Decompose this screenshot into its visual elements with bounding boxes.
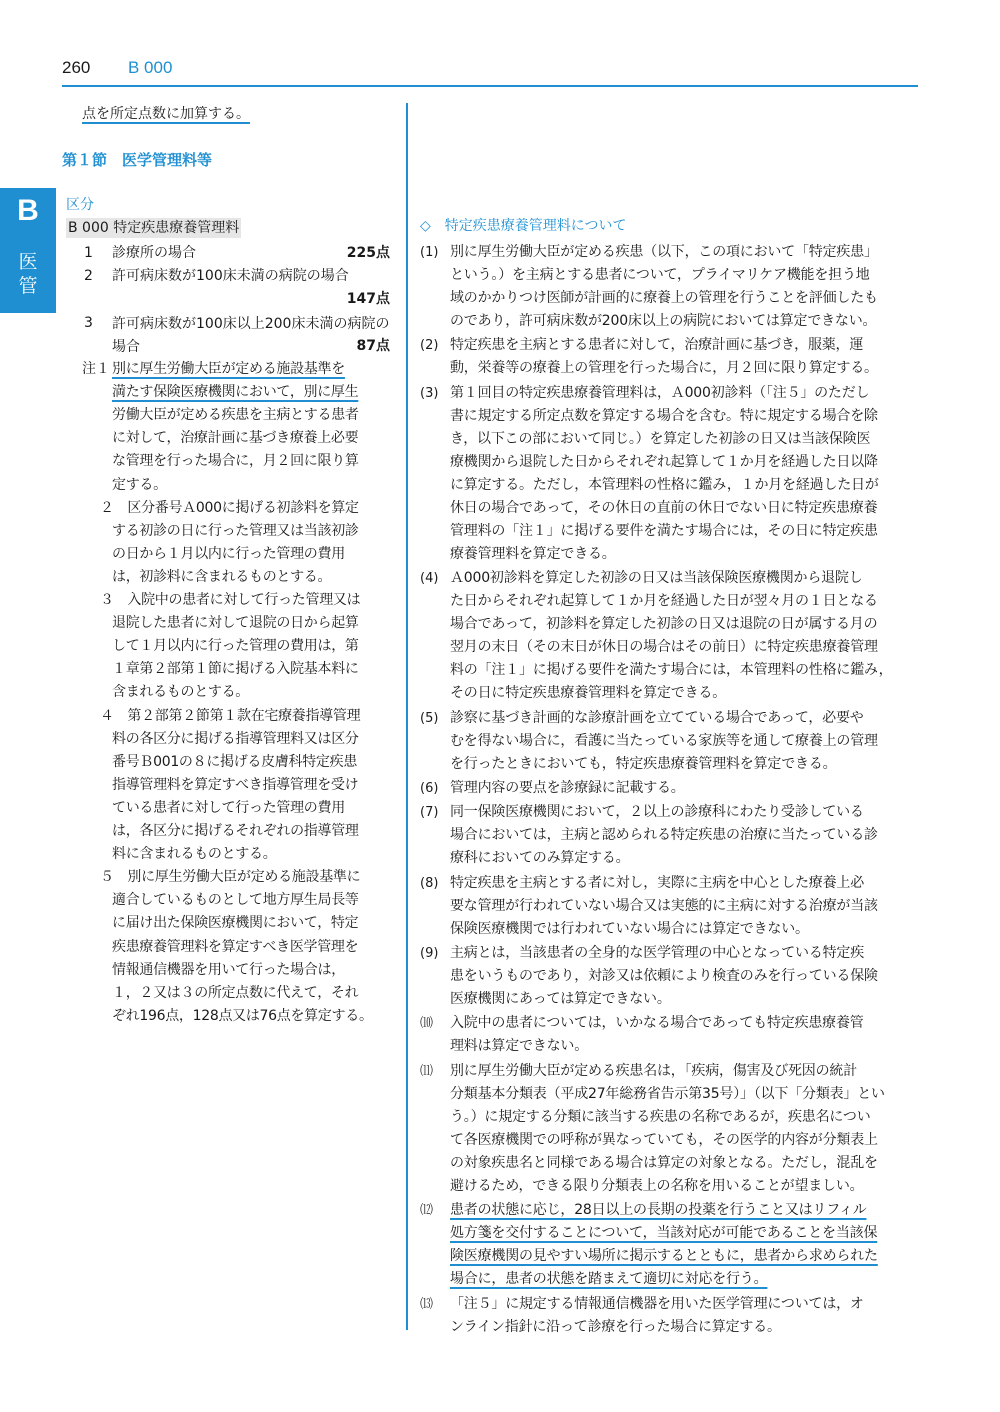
item-number: (2)	[420, 338, 439, 354]
item-line: ンライン指針に沿って診療を行った場合に算定する。	[450, 1318, 781, 1335]
note-4-line: 番号Ｂ001の８に掲げる皮膚科特定疾患	[112, 753, 358, 770]
note-4-line: ４ 第２部第２節第１款在宅療養指導管理	[100, 707, 361, 724]
item-line: 休日の場合であって，その休日の直前の休日でない日に特定疾患療養	[450, 499, 878, 516]
column-divider	[406, 103, 408, 1330]
item-line: 場合においては，主病と認められる特定疾患の治療に当たっている診	[450, 827, 878, 844]
note-3-line: して１月以内に行った管理の費用は，第	[112, 638, 359, 655]
side-tab	[0, 188, 56, 313]
item-number: (4)	[420, 571, 439, 587]
item-line: 場合であって，初診料を算定した初診の日又は退院の日が属する月の	[450, 616, 878, 633]
item-line: 管理内容の要点を診療録に記載する。	[450, 780, 685, 797]
item-number: (9)	[420, 946, 439, 961]
item-line: 域のかかりつけ医師が計画的に療養上の管理を行うことを評価したも	[450, 290, 878, 306]
note-1-line: 満たす保険医療機関において，別に厚生	[112, 384, 359, 401]
item-text	[450, 241, 920, 333]
notes-label: 注１	[82, 361, 110, 377]
item-text	[450, 1199, 920, 1291]
item-line: 翌月の末日（その末日が休日の場合はその前日）に特定疾患療養管理	[450, 639, 878, 656]
item-text	[450, 1293, 920, 1339]
item-line: 管理料の「注１」に掲げる要件を満たす場合には，その日に特定疾患	[450, 522, 878, 539]
item-line: 書に規定する所定点数を算定する場合を含む。特に規定する場合を除	[450, 407, 878, 424]
item-line: 入院中の患者については，いかなる場合であっても特定疾患療養管	[450, 1015, 864, 1032]
item-heading	[66, 218, 241, 238]
item-text	[450, 801, 920, 870]
item-number: (7)	[420, 805, 439, 821]
note-2-line: の日から１月以内に行った管理の費用	[112, 545, 345, 562]
note-2-line: ２ 区分番号Ａ000に掲げる初診料を算定	[100, 499, 359, 516]
item-line: という。）を主病とする患者について，プライマリケア機能を担う地	[450, 267, 870, 283]
item-line: た日からそれぞれ起算して１か月を経過した日が翌々月の１日となる	[450, 593, 878, 610]
item-line: に算定する。ただし，本管理料の性格に鑑み，１か月を経過した日が	[450, 476, 879, 493]
item-number: (6)	[420, 781, 439, 797]
item-line: 療科においてのみ算定する。	[450, 850, 630, 867]
note-1-line: に対して，治療計画に基づき療養上必要	[112, 430, 359, 447]
side-tab-label	[0, 250, 56, 298]
item-text	[450, 382, 920, 566]
item-line: Ａ000初診料を算定した初診の日又は当該保険医療機関から退院し	[450, 570, 863, 587]
note-3-line: ３ 入院中の患者に対して行った管理又は	[100, 592, 361, 608]
header-rule	[62, 85, 918, 87]
note-5-line: に届け出た保険医療機関において，特定	[112, 915, 359, 932]
note-3-line: 含まれるものとする。	[112, 684, 249, 701]
item-number: ⑽	[420, 1016, 434, 1032]
note-1-line: 別に厚生労働大臣が定める施設基準を	[112, 361, 345, 377]
item-number: (1)	[420, 245, 439, 260]
item-text	[450, 777, 920, 800]
item-text	[450, 567, 920, 705]
side-tab-char: 医	[18, 251, 38, 273]
fee-3-num: 3	[84, 315, 93, 331]
item-line: 避けるため，できる限り分類表上の名称を用いることが望ましい。	[450, 1177, 864, 1194]
item-line: 料の「注１」に掲げる要件を満たす場合には，本管理料の性格に鑑み，	[450, 662, 893, 679]
item-line: 要な管理が行われていない場合又は実態的に主病に対する治療が当該	[450, 897, 878, 914]
item-text	[450, 872, 920, 941]
note-4-line: 指導管理料を算定すべき指導管理を受け	[112, 776, 359, 793]
item-text	[450, 1012, 920, 1058]
item-line: 同一保険医療機関において，２以上の診療科にわたり受診している	[450, 804, 864, 821]
note-4-line: は，各区分に掲げるそれぞれの指導管理	[112, 823, 359, 839]
item-line: 主病とは，当該患者の全身的な医学管理の中心となっている特定疾	[450, 945, 864, 961]
item-line: 診察に基づき計画的な診療計画を立てている場合であって，必要や	[450, 710, 864, 726]
item-line: 分類基本分類表（平成27年総務省告示第35号）」（以下「分類表」とい	[450, 1085, 885, 1102]
item-number: (3)	[420, 385, 439, 401]
note-5-line: 疾患療養管理料を算定すべき医学管理を	[112, 938, 359, 955]
item-code: B 000	[68, 220, 109, 236]
note-4-line: 料に含まれるものとする。	[112, 846, 277, 863]
item-line: 医療機関にあっては算定できない。	[450, 991, 671, 1007]
note-1-line: 定する。	[112, 476, 167, 493]
fee-3-label: 許可病床数が100床以上200床未満の病院の場合	[112, 316, 390, 355]
item-line: き，以下この部において同じ。）を算定した初診の日又は当該保険医	[450, 430, 871, 447]
fee-3-points: 87点	[356, 338, 390, 354]
item-line: 保険医療機関では行われていない場合には算定できない。	[450, 920, 809, 937]
page-number: 260	[62, 58, 91, 77]
item-line: 療機関から退院した日からそれぞれ起算して１か月を経過した日以降	[450, 453, 878, 470]
kubun-label: 区分	[66, 197, 94, 213]
note-5-line: ぞれ196点，128点又は76点を算定する。	[112, 1007, 373, 1024]
fee-2-points: 147点	[346, 291, 390, 307]
item-line: 患をいうものであり，対診又は依頼により検査のみを行っている保険	[450, 968, 878, 984]
item-line: 特定疾患を主病とする者に対し，実際に主病を中心とした療養上必	[450, 874, 864, 891]
item-text	[450, 334, 920, 380]
item-line: 処方箋を交付することについて，当該対応が可能であることを当該保	[450, 1225, 878, 1242]
note-1-line: な管理を行った場合に，月２回に限り算	[112, 453, 359, 470]
item-line: 別に厚生労働大臣が定める疾患（以下，この項において「特定疾患」	[450, 244, 878, 260]
note-5-line: １，２又は３の所定点数に代えて，それ	[112, 984, 359, 1001]
item-number: (8)	[420, 875, 439, 891]
item-line: 特定疾患を主病とする患者に対して，治療計画に基づき，服薬，運	[450, 337, 864, 354]
right-heading: ◇ 特定疾患療養管理料について	[420, 218, 627, 234]
item-number: (5)	[420, 711, 439, 726]
item-line: を行ったときにおいても，特定疾患療養管理料を算定できる。	[450, 756, 837, 772]
fee-1-points: 225点	[346, 245, 390, 261]
note-3-line: 退院した患者に対して退院の日から起算	[112, 615, 359, 632]
note-2-line: する初診の日に行った管理又は当該初診	[112, 522, 359, 539]
item-line: 険医療機関の見やすい場所に掲示するとともに，患者から求められた	[450, 1248, 878, 1265]
item-line: その日に特定疾患療養管理料を算定できる。	[450, 685, 726, 702]
item-text	[450, 942, 920, 1011]
section-title: 第１節 医学管理料等	[62, 151, 213, 169]
fee-2-num: 2	[84, 268, 93, 284]
section-code: B 000	[128, 58, 173, 77]
note-5-line: ５ 別に厚生労働大臣が定める施設基準に	[100, 869, 361, 886]
item-text	[450, 707, 920, 776]
note-5-line: 適合しているものとして地方厚生局長等	[112, 892, 359, 909]
fee-1-num: 1	[84, 245, 93, 261]
item-line: 別に厚生労働大臣が定める疾患名は，「疾病，傷害及び死因の統計	[450, 1062, 857, 1079]
item-number: ⑾	[420, 1063, 434, 1079]
intro-text: 点を所定点数に加算する。	[82, 106, 250, 122]
side-tab-char: 管	[18, 275, 38, 297]
item-line: 場合に，患者の状態を踏まえて適切に対応を行う。	[450, 1271, 768, 1288]
item-line: 第１回目の特定疾患療養管理料は，Ａ000初診料（「注５」のただし	[450, 384, 870, 401]
item-line: のであり，許可病床数が200床以上の病院においては算定できない。	[450, 313, 877, 329]
note-5-line: 情報通信機器を用いて行った場合は，	[112, 961, 345, 978]
item-number: ⑿	[420, 1203, 434, 1219]
fee-2-label: 許可病床数が100床未満の病院の場合	[112, 268, 349, 284]
item-line: むを得ない場合に，看護に当たっている家族等を通して療養上の管理	[450, 733, 878, 749]
item-text	[450, 1060, 920, 1198]
note-1-line: 労働大臣が定める疾患を主病とする患者	[112, 407, 359, 424]
note-2-line: は，初診料に含まれるものとする。	[112, 568, 332, 585]
item-line: 療養管理料を算定できる。	[450, 545, 616, 562]
note-4-line: ている患者に対して行った管理の費用	[112, 799, 345, 816]
item-line: 患者の状態に応じ，28日以上の長期の投薬を行うこと又はリフィル	[450, 1202, 867, 1219]
item-line: 理料は算定できない。	[450, 1038, 588, 1055]
item-line: う。）に規定する分類に該当する疾患の名称であるが，疾患名につい	[450, 1108, 871, 1125]
item-line: 動，栄養等の療養上の管理を行った場合に，月２回に限り算定する。	[450, 360, 878, 377]
item-line: て各医療機関での呼称が異なっていても，その医学的内容が分類表上	[450, 1131, 878, 1148]
item-name: 特定疾患療養管理料	[113, 220, 240, 236]
note-3-line: １章第２部第１節に掲げる入院基本料に	[112, 661, 359, 678]
item-line: 「注５」に規定する情報通信機器を用いた医学管理については，オ	[450, 1295, 864, 1312]
item-line: の対象疾患名と同様である場合は算定の対象となる。ただし，混乱を	[450, 1154, 878, 1171]
fee-1-label: 診療所の場合	[112, 245, 196, 261]
side-tab-letter: B	[17, 194, 39, 227]
item-number: ⒀	[420, 1296, 434, 1312]
note-4-line: 料の各区分に掲げる指導管理料又は区分	[112, 730, 359, 747]
